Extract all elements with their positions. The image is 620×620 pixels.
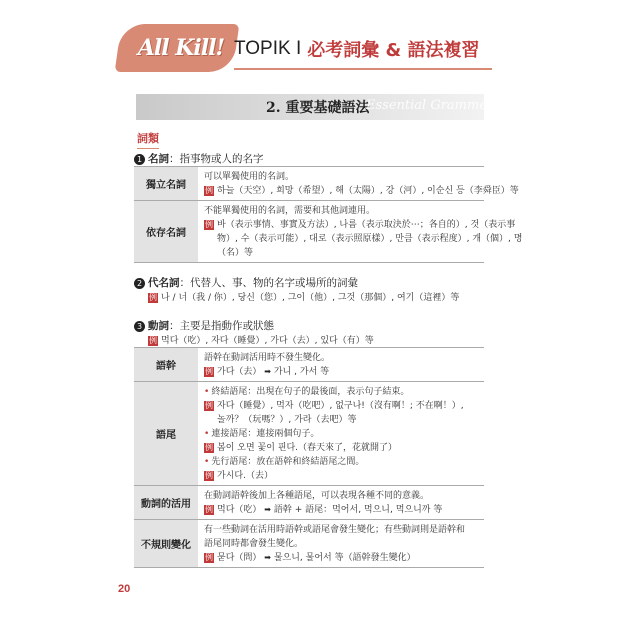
table-row	[134, 201, 523, 263]
example-text: 나 / 너（我 / 你）, 당신（您）, 그이（他）, 그것（那個）, 여기（這裡）等	[161, 293, 460, 303]
example-mark: 例	[205, 443, 213, 452]
example-line	[204, 218, 522, 232]
heading-term: 名詞	[148, 153, 169, 165]
page-number: 20	[118, 583, 131, 595]
example-text: 봄이 오면 꽃이 핀다.（春天來了，花就開了）	[217, 443, 397, 453]
example-text: （名）等	[217, 248, 254, 258]
example-mark: 例	[205, 220, 213, 229]
number-badge: 2	[134, 278, 145, 289]
row-text: • 先行語尾：放在語幹和終結語尾之間。	[204, 457, 365, 467]
verb-table	[134, 347, 484, 568]
example-line	[204, 365, 478, 379]
example-mark: 例	[205, 186, 213, 195]
example-text: 하늘（天空）, 희망（希望）, 해（太陽）, 강（河）, 이순신 등（李舜臣）等	[217, 186, 519, 196]
example-text: 물으니, 물어서 等（語幹發生變化）	[273, 553, 416, 563]
page-header	[118, 14, 498, 80]
row-body	[198, 167, 525, 200]
example-line	[204, 503, 478, 517]
example-mark: 例	[205, 367, 213, 376]
bullet-icon: •	[204, 457, 210, 467]
arrow-right-icon: ➡	[264, 367, 271, 376]
row-body	[198, 486, 484, 519]
number-badge: 1	[134, 154, 145, 165]
table-row	[134, 348, 484, 382]
example-text: 가니 , 가서 等	[273, 367, 330, 377]
table-row	[134, 520, 484, 568]
row-label: 不規則變化	[134, 520, 198, 567]
row-text: • 連接語尾：連接兩個句子。	[204, 429, 320, 439]
category-label: 詞類	[137, 130, 159, 149]
example-line	[204, 469, 478, 483]
arrow-right-icon: ➡	[264, 553, 271, 562]
row-text: 有一些動詞在活用時語幹或語尾會發生變化；有些動詞則是語幹和	[204, 525, 466, 535]
heading-term: 動詞	[148, 320, 169, 332]
pronoun-heading	[134, 275, 358, 290]
example-mark: 例	[149, 336, 157, 345]
table-row	[134, 382, 484, 486]
row-body	[198, 201, 528, 262]
row-body	[198, 520, 484, 567]
row-text: 可以單獨使用的名詞。	[204, 172, 295, 182]
example-line	[204, 441, 478, 455]
noun-table	[134, 166, 523, 263]
heading-desc: ：指事物或人的名字	[169, 153, 264, 165]
example-mark: 例	[205, 553, 213, 562]
example-mark: 例	[205, 471, 213, 480]
example-text: 놀까？（玩嗎？）, 가라（去吧）等	[217, 415, 357, 425]
example-text: 먹다（吃）, 자다（睡覺）, 가다（去）, 있다（有）等	[161, 336, 374, 346]
table-row	[134, 486, 484, 520]
example-line	[204, 399, 478, 413]
allkill-logo: All Kill!	[137, 35, 225, 61]
heading-desc: ：主要是指動作或狀態	[169, 320, 274, 332]
verb-example	[148, 333, 374, 346]
row-label: 動詞的活用	[134, 486, 198, 519]
row-label: 獨立名詞	[134, 167, 198, 200]
row-body	[198, 382, 484, 485]
verb-heading	[134, 318, 274, 333]
row-body	[198, 348, 484, 381]
example-text: 묻다（問）	[217, 553, 262, 563]
table-row	[134, 167, 519, 201]
number-badge: 3	[134, 321, 145, 332]
row-text: 不能單獨使用的名詞，需要和其他詞連用。	[204, 206, 376, 216]
example-text: 바（表示事情、事實及方法）, 나름（表示取決於⋯；各自的）, 것（表示事	[217, 220, 516, 230]
example-text: 가다（去）	[217, 367, 262, 377]
section-title-en: Essential Grammer	[366, 98, 494, 113]
example-text: 物）, 수（表示可能）, 대로（表示照原樣）, 만큼（表示程度）, 개（個）, 명	[217, 234, 523, 244]
header-main-title: 必考詞彙 & 語法複習	[307, 40, 480, 61]
header-title	[234, 30, 479, 68]
example-mark: 例	[149, 293, 157, 302]
row-text: • 終結語尾：出現在句子的最後面，表示句子結束。	[204, 387, 410, 397]
noun-heading	[134, 151, 264, 166]
header-topik: TOPIK I	[234, 38, 302, 59]
example-text: 語幹 + 語尾：먹어서, 먹으니, 먹으니까 等	[273, 505, 443, 515]
example-mark: 例	[205, 505, 213, 514]
example-text: 자다（睡覺）, 먹자（吃吧）, 없구나!（沒有啊！; 不在啊！）,	[217, 401, 464, 411]
header-underline	[234, 68, 492, 70]
row-label: 語幹	[134, 348, 198, 381]
row-label: 依存名詞	[134, 201, 198, 262]
example-line	[204, 551, 478, 565]
heading-desc: ：代替人、事、物的名字或場所的詞彙	[179, 277, 358, 289]
section-title: 2. 重要基礎語法	[266, 100, 370, 116]
bullet-icon: •	[204, 429, 210, 439]
pronoun-example	[148, 290, 459, 303]
example-line	[204, 184, 519, 198]
example-text: 가시다.（去）	[217, 471, 273, 481]
arrow-right-icon: ➡	[264, 505, 271, 514]
example-mark: 例	[205, 401, 213, 410]
example-text: 먹다（吃）	[217, 505, 262, 515]
row-label: 語尾	[134, 382, 198, 485]
row-text: 在動詞語幹後加上各種語尾，可以表現各種不同的意義。	[204, 491, 430, 501]
bullet-icon: •	[204, 387, 210, 397]
row-text: 語尾同時都會發生變化。	[204, 539, 304, 549]
heading-term: 代名詞	[148, 277, 180, 289]
row-text: 語幹在動詞活用時不發生變化。	[204, 353, 331, 363]
